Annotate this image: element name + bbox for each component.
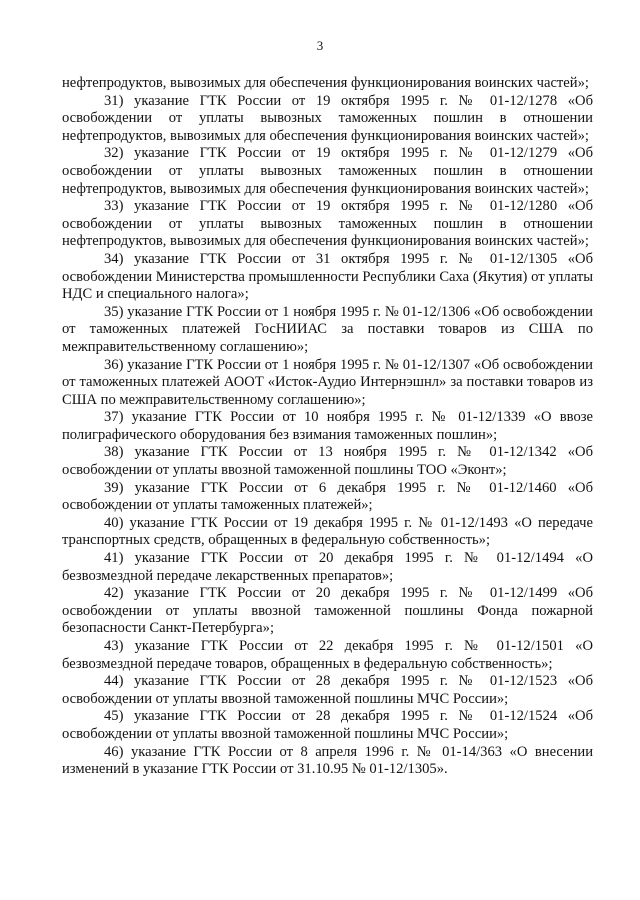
list-item-43: 43) указание ГТК России от 22 декабря 1995 г. № 01-12/1501 «О безвозмездной передаче товаров, обращенных в федеральную собственность»;: [62, 638, 593, 672]
page-number: 3: [316, 38, 324, 53]
list-item-41: 41) указание ГТК России от 20 декабря 1995 г. № 01-12/1494 «О безвозмездной передаче лекарственных препаратов»;: [62, 550, 593, 584]
list-item-32: 32) указание ГТК России от 19 октября 1995 г. № 01-12/1279 «Об освобождении от уплаты вывозных таможенных пошлин в отношении нефтепродуктов, вывозимых для обеспечения функционирования воинских частей»;: [62, 145, 593, 197]
list-item-33: 33) указание ГТК России от 19 октября 1995 г. № 01-12/1280 «Об освобождении от уплаты вывозных таможенных пошлин в отношении нефтепродуктов, вывозимых для обеспечения функционирования воинских частей»;: [62, 198, 593, 250]
list-item-42: 42) указание ГТК России от 20 декабря 1995 г. № 01-12/1499 «Об освобождении от уплаты ввозной таможенной пошлины Фонда пожарной безопасности Санкт-Петербурга»;: [62, 585, 593, 637]
list-item-40: 40) указание ГТК России от 19 декабря 1995 г. № 01-12/1493 «О передаче транспортных средств, обращенных в федеральную собственность»;: [62, 514, 593, 549]
list-item-46: 46) указание ГТК России от 8 апреля 1996 г. № 01-14/363 «О внесении изменений в указание ГТК России от 31.10.95 № 01-12/1305».: [62, 743, 593, 778]
list-item-31: 31) указание ГТК России от 19 октября 1995 г. № 01-12/1278 «Об освобождении от уплаты вывозных таможенных пошлин в отношении нефтепродуктов, вывозимых для обеспечения функционирования воинских частей»;: [62, 92, 593, 144]
list-item-35: 35) указание ГТК России от 1 ноября 1995 г. № 01-12/1306 «Об освобождении от таможенных платежей ГосНИИАС за поставки товаров из США по межправительственному соглашению»;: [62, 303, 593, 355]
list-item-37: 37) указание ГТК России от 10 ноября 1995 г. № 01-12/1339 «О ввозе полиграфического оборудования без взимания таможенных пошлин»;: [62, 409, 593, 443]
list-item-45: 45) указание ГТК России от 28 декабря 1995 г. № 01-12/1524 «Об освобождении от уплаты ввозной таможенной пошлины МЧС России»;: [62, 708, 593, 742]
list-item-36: 36) указание ГТК России от 1 ноября 1995 г. № 01-12/1307 «Об освобождении от таможенных платежей АООТ «Исток-Аудио Интернэшнл» за поставки товаров из США по межправительственному соглашению»;: [62, 356, 593, 408]
paragraph: нефтепродуктов, вывозимых для обеспечения функционирования воинских частей»;: [62, 75, 589, 91]
list-item-38: 38) указание ГТК России от 13 ноября 1995 г. № 01-12/1342 «Об освобождении от уплаты ввозной таможенной пошлины ТОО «Эконт»;: [62, 444, 593, 479]
list-item-44: 44) указание ГТК России от 28 декабря 1995 г. № 01-12/1523 «Об освобождении от уплаты ввозной таможенной пошлины МЧС России»;: [62, 673, 593, 707]
document-body: [62, 75, 593, 779]
list-item-34: 34) указание ГТК России от 31 октября 1995 г. № 01-12/1305 «Об освобождении Министерства промышленности Республики Саха (Якутия) от уплаты НДС и специального налога»;: [62, 250, 593, 303]
list-item-39: 39) указание ГТК России от 6 декабря 1995 г. № 01-12/1460 «Об освобождении от уплаты таможенных платежей»;: [62, 479, 593, 514]
